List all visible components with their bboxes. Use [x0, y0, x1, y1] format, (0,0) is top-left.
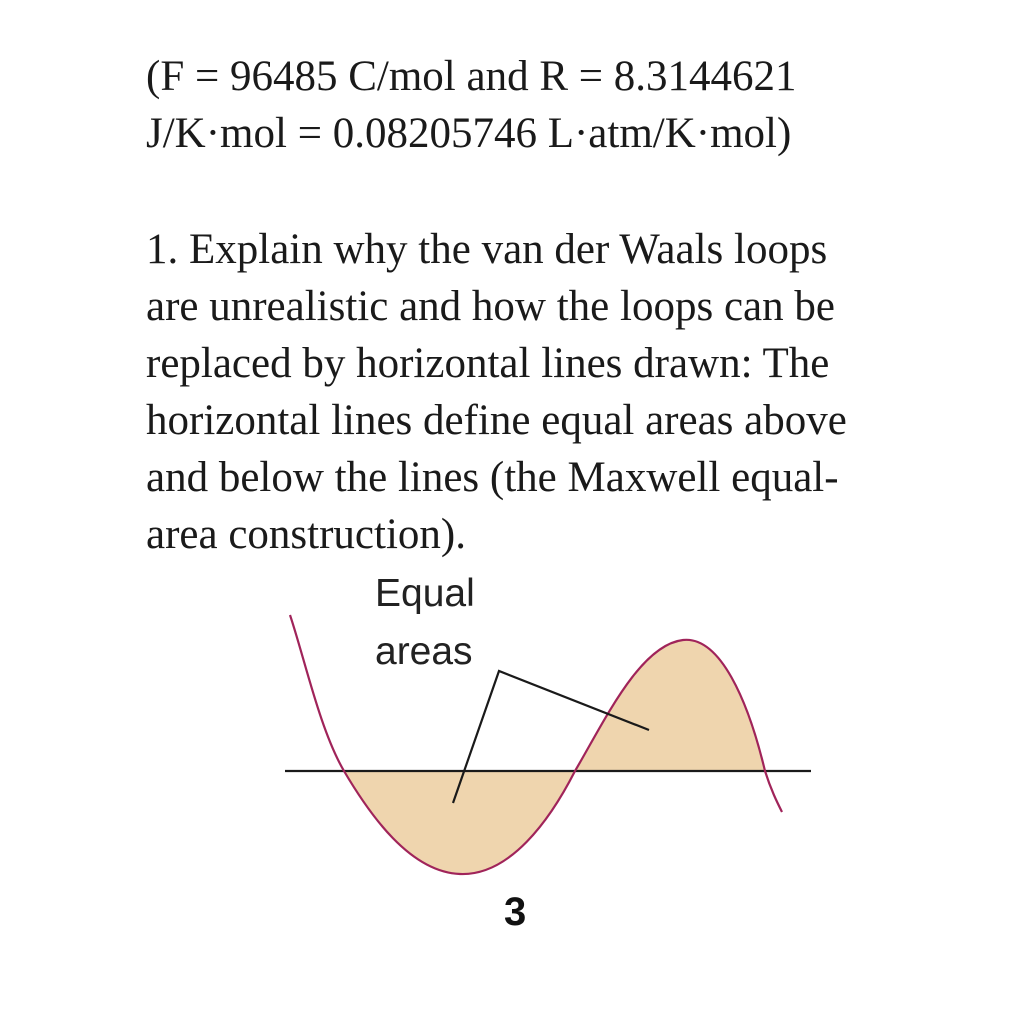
- question-line: are unrealistic and how the loops can be: [146, 283, 835, 330]
- constants-line: J/K·mol = 0.08205746 L·atm/K·mol): [146, 110, 792, 157]
- question-line: replaced by horizontal lines drawn: The: [146, 340, 830, 387]
- question-line: 1. Explain why the van der Waals loops: [146, 226, 828, 273]
- question-line: and below the lines (the Maxwell equal-: [146, 454, 839, 501]
- question-line: area construction).: [146, 511, 466, 558]
- constants-line: (F = 96485 C/mol and R = 8.3144621: [146, 53, 797, 100]
- question-line: horizontal lines define equal areas above: [146, 397, 847, 444]
- upper-shaded-area: [575, 640, 765, 771]
- equal-areas-label-line-2: areas: [375, 630, 473, 673]
- equal-areas-label-line-1: Equal: [375, 572, 475, 615]
- figure-number: 3: [504, 890, 527, 934]
